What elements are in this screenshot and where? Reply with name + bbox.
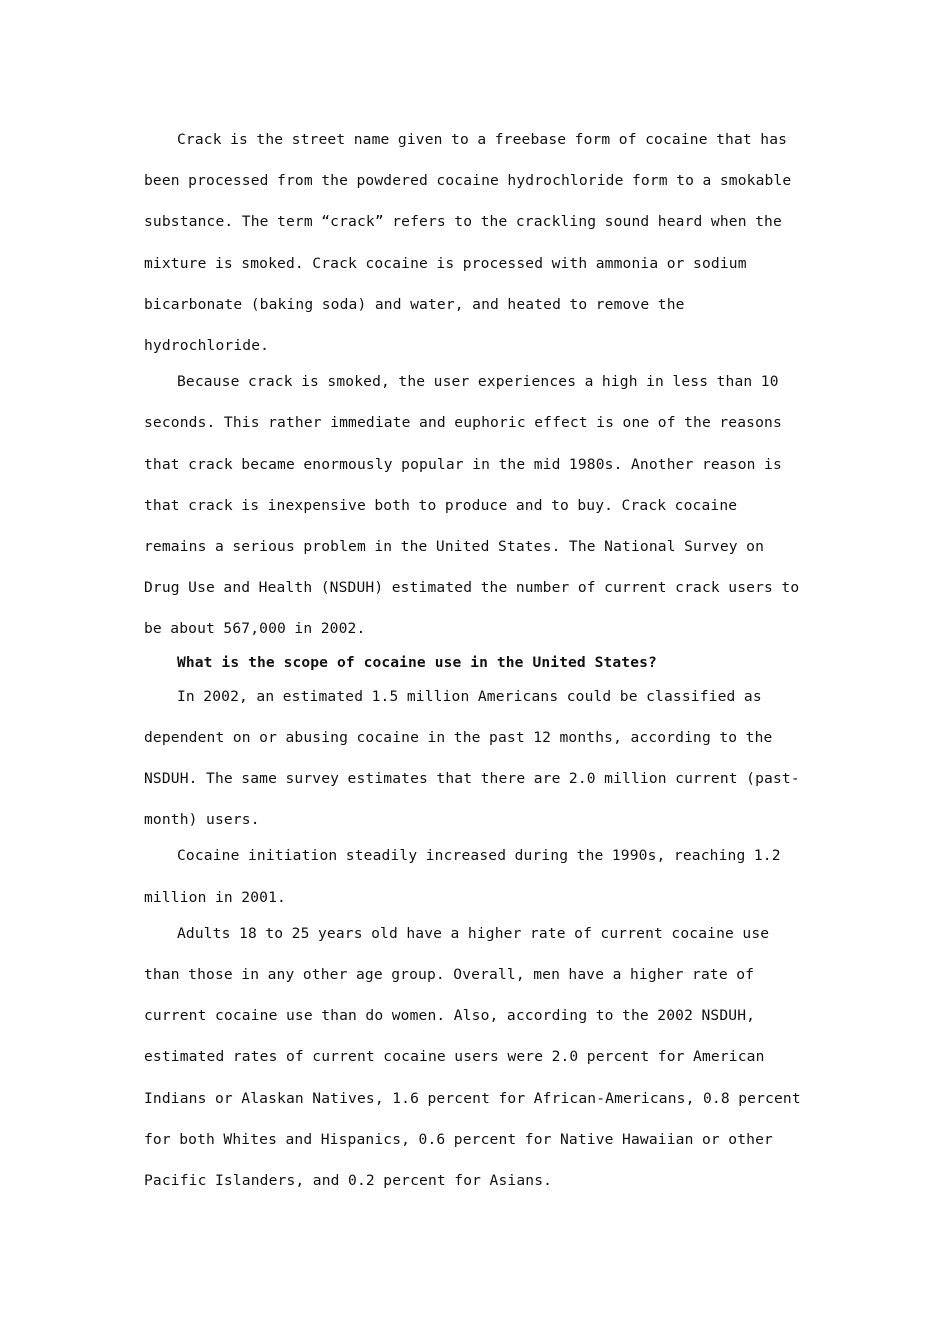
- paragraph-initiation: Cocaine initiation steadily increased during the 1990s, reaching 1.2 million in 2001.: [144, 847, 781, 906]
- document-page: [144, 119, 808, 1196]
- paragraph-scope-2002: In 2002, an estimated 1.5 million Americans could be classified as dependent on or abusing cocaine in the past 12 months, according to the NSDUH. The same survey estimates that there are 2.0 million current (past-month) users.: [144, 687, 800, 829]
- section-heading: What is the scope of cocaine use in the United States?: [177, 653, 657, 671]
- paragraph-demographics: Adults 18 to 25 years old have a higher rate of current cocaine use than those in any other age group. Overall, men have a higher rate of current cocaine use than do women. Also, according to the 2002 NSDUH, estimated rates of current cocaine users were 2.0 percent for American Indians or Alaskan Natives, 1.6 percent for African-Americans, 0.8 percent for both Whites and Hispanics, 0.6 percent for Native Hawaiian or other Pacific Islanders, and 0.2 percent for Asians.: [144, 924, 801, 1190]
- paragraph-crack-popularity: Because crack is smoked, the user experiences a high in less than 10 seconds. This rather immediate and euphoric effect is one of the reasons that crack became enormously popular in the mid 1980s. Another reason is that crack is inexpensive both to produce and to buy. Crack cocaine remains a serious problem in the United States. The National Survey on Drug Use and Health (NSDUH) estimated the number of current crack users to be about 567,000 in 2002.: [144, 373, 800, 638]
- paragraph-crack-definition: Crack is the street name given to a freebase form of cocaine that has been processed from the powdered cocaine hydrochloride form to a smokable substance. The term “crack” refers to the crackling sound heard when the mixture is smoked. Crack cocaine is processed with ammonia or sodium bicarbonate (baking soda) and water, and heated to remove the hydrochloride.: [144, 131, 792, 355]
